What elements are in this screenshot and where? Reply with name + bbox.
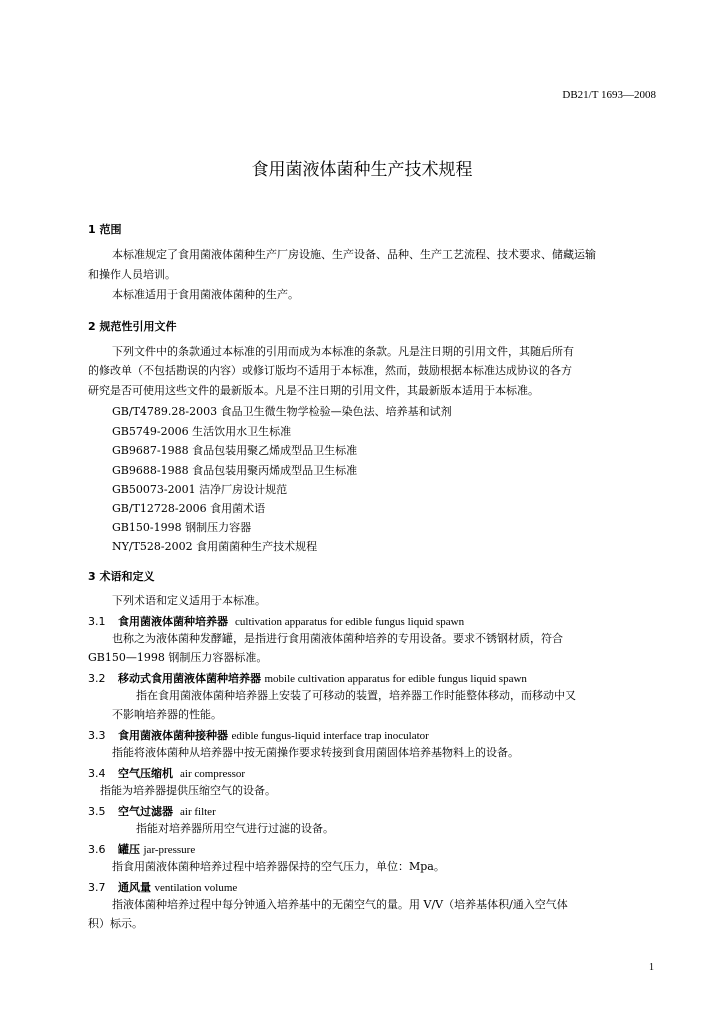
term-english: air compressor bbox=[180, 768, 246, 780]
term-chinese: 罐压 bbox=[118, 843, 140, 856]
term-3-6-definition: 指食用菌液体菌种培养过程中培养器保持的空气压力，单位：Mpa。 bbox=[112, 860, 445, 873]
term-english: cultivation apparatus for edible fungus liquid spawn bbox=[235, 616, 465, 628]
term-3-7-definition-line-1: 指液体菌种培养过程中每分钟通入培养基中的无菌空气的量。用 V/V（培养基体积/通入空气体 bbox=[112, 898, 568, 911]
term-number: 3.4 bbox=[88, 767, 106, 780]
term-3-1 bbox=[88, 613, 464, 629]
section-3-heading: 3 术语和定义 bbox=[88, 570, 155, 583]
term-3-4 bbox=[88, 765, 245, 781]
term-3-1-definition-line-2: GB150—1998 钢制压力容器标准。 bbox=[88, 651, 268, 664]
term-3-7 bbox=[88, 879, 237, 895]
standard-code: DB21/T 1693—2008 bbox=[562, 89, 656, 101]
term-number: 3.7 bbox=[88, 881, 106, 894]
term-3-2-definition-line-1: 指在食用菌液体菌种培养器上安装了可移动的装置，培养器工作时能整体移动，而移动中又 bbox=[136, 689, 576, 702]
term-chinese: 移动式食用菌液体菌种培养器 bbox=[118, 672, 261, 685]
term-3-2-definition-line-2: 不影响培养器的性能。 bbox=[112, 708, 222, 721]
page-number: 1 bbox=[649, 962, 654, 973]
term-number: 3.3 bbox=[88, 729, 106, 742]
section-2-para-line-3: 研究是否可使用这些文件的最新版本。凡是不注日期的引用文件，其最新版本适用于本标准。 bbox=[88, 384, 539, 397]
term-number: 3.1 bbox=[88, 615, 106, 628]
reference-item: NY/T528-2002 食用菌菌种生产技术规程 bbox=[112, 540, 318, 553]
term-3-7-definition-line-2: 积）标示。 bbox=[88, 917, 143, 930]
term-chinese: 空气压缩机 bbox=[118, 767, 173, 780]
reference-item: GB50073-2001 洁净厂房设计规范 bbox=[112, 483, 288, 496]
term-3-1-definition-line-1: 也称之为液体菌种发酵罐，是指进行食用菌液体菌种培养的专用设备。要求不锈钢材质，符合 bbox=[112, 632, 563, 645]
section-1-para-2: 本标准适用于食用菌液体菌种的生产。 bbox=[112, 288, 299, 301]
reference-item: GB/T4789.28-2003 食品卫生微生物学检验—染色法、培养基和试剂 bbox=[112, 405, 452, 418]
term-3-4-definition: 指能为培养器提供压缩空气的设备。 bbox=[100, 784, 276, 797]
term-english: jar-pressure bbox=[143, 844, 196, 856]
term-chinese: 通风量 bbox=[118, 881, 151, 894]
reference-item: GB150-1998 钢制压力容器 bbox=[112, 521, 252, 534]
reference-item: GB9688-1988 食品包装用聚丙烯成型品卫生标准 bbox=[112, 464, 358, 477]
term-3-3-definition: 指能将液体菌种从培养器中按无菌操作要求转接到食用菌固体培养基物料上的设备。 bbox=[112, 746, 519, 759]
section-1-para-1-line-2: 和操作人员培训。 bbox=[88, 268, 176, 281]
section-1-para-1-line-1: 本标准规定了食用菌液体菌种生产厂房设施、生产设备、品种、生产工艺流程、技术要求、储藏运输 bbox=[112, 248, 596, 261]
term-number: 3.2 bbox=[88, 672, 106, 685]
section-3-intro: 下列术语和定义适用于本标准。 bbox=[112, 594, 266, 607]
term-chinese: 食用菌液体菌种培养器 bbox=[118, 615, 228, 628]
reference-item: GB9687-1988 食品包装用聚乙烯成型品卫生标准 bbox=[112, 444, 358, 457]
reference-item: GB5749-2006 生活饮用水卫生标准 bbox=[112, 425, 292, 438]
section-2-para-line-2: 的修改单（不包括勘误的内容）或修订版均不适用于本标准，然而，鼓励根据本标准达成协议的各方 bbox=[88, 364, 572, 377]
term-3-5-definition: 指能对培养器所用空气进行过滤的设备。 bbox=[136, 822, 334, 835]
term-3-6 bbox=[88, 841, 195, 857]
section-2-para-line-1: 下列文件中的条款通过本标准的引用而成为本标准的条款。凡是注日期的引用文件，其随后所有 bbox=[112, 345, 574, 358]
term-english: edible fungus-liquid interface trap inoculator bbox=[231, 730, 429, 742]
term-3-3 bbox=[88, 727, 429, 743]
term-3-5 bbox=[88, 803, 216, 819]
term-3-2 bbox=[88, 670, 527, 686]
term-english: mobile cultivation apparatus for edible fungus liquid spawn bbox=[264, 673, 527, 685]
section-1-heading: 1 范围 bbox=[88, 223, 122, 236]
term-english: air filter bbox=[180, 806, 216, 818]
term-chinese: 空气过滤器 bbox=[118, 805, 173, 818]
term-number: 3.6 bbox=[88, 843, 106, 856]
section-2-heading: 2 规范性引用文件 bbox=[88, 320, 177, 333]
document-title: 食用菌液体菌种生产技术规程 bbox=[251, 160, 473, 180]
term-number: 3.5 bbox=[88, 805, 106, 818]
reference-item: GB/T12728-2006 食用菌术语 bbox=[112, 502, 266, 515]
term-english: ventilation volume bbox=[154, 882, 238, 894]
term-chinese: 食用菌液体菌种接种器 bbox=[118, 729, 228, 742]
